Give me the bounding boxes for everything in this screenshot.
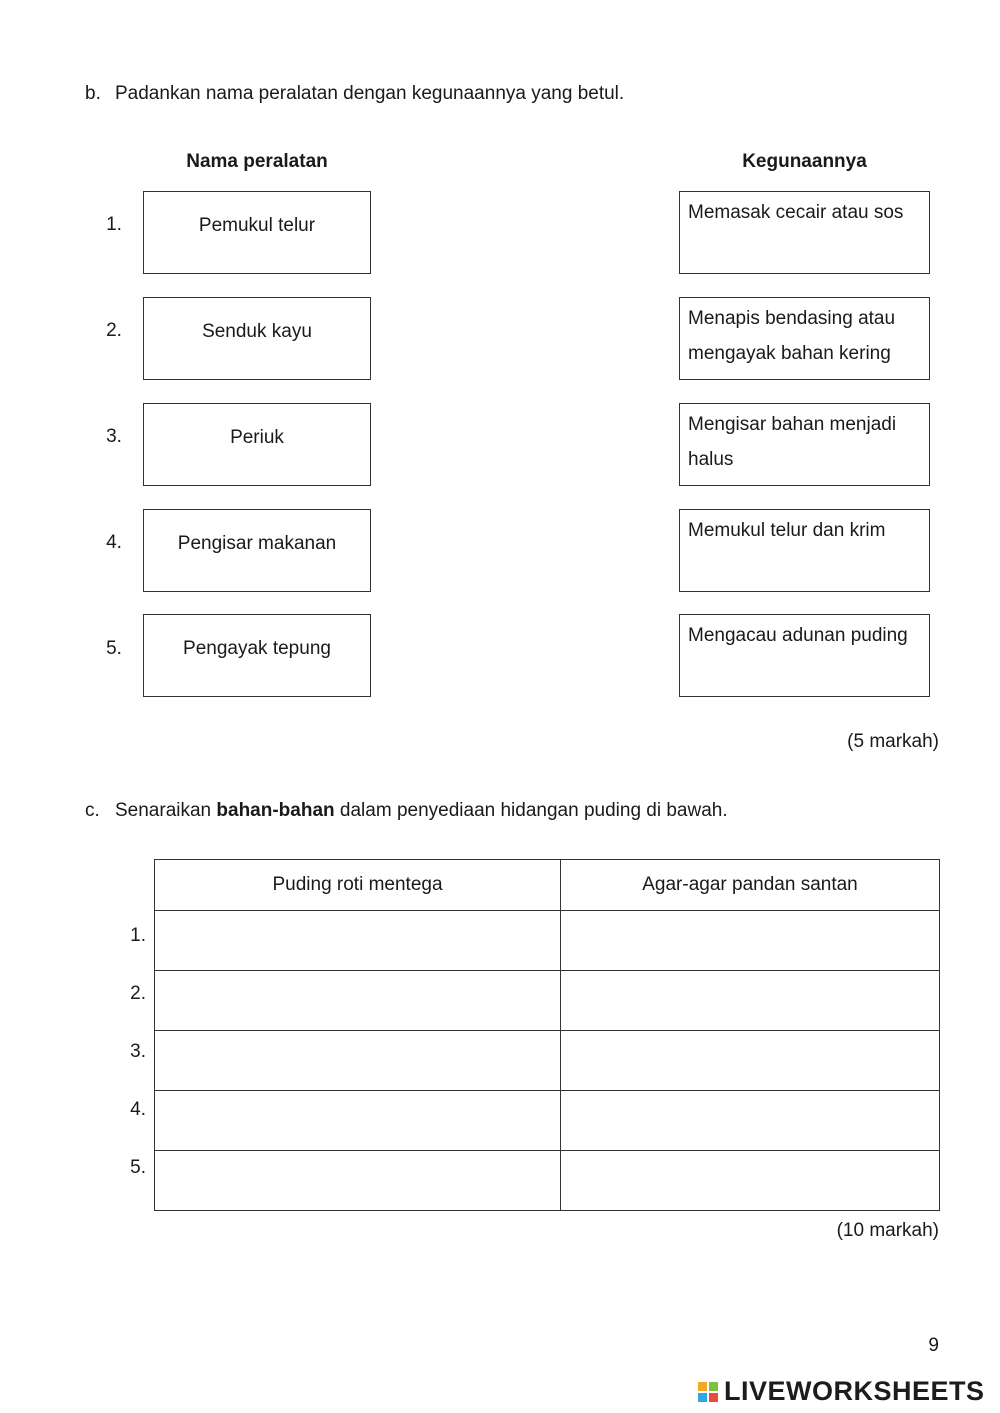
answer-cell[interactable]: [561, 1151, 940, 1211]
item-number: 1.: [106, 214, 122, 235]
question-c-instruction-before: Senaraikan: [115, 800, 217, 821]
tool-name-box[interactable]: [143, 614, 371, 697]
tool-use: Memasak cecair atau sos: [688, 202, 904, 223]
tool-use: Mengisar bahan menjadi halus: [688, 414, 897, 470]
tool-name: Periuk: [230, 426, 284, 448]
logo-square-d: [709, 1393, 718, 1402]
question-b-instruction: Padankan nama peralatan dengan kegunaannya yang betul.: [115, 83, 625, 104]
column-header-1: Puding roti mentega: [155, 860, 561, 911]
tool-use: Menapis bendasing atau mengayak bahan kering: [688, 308, 896, 364]
row-number: 1.: [130, 925, 146, 946]
tool-use-box[interactable]: [679, 614, 930, 697]
tool-name: Pemukul telur: [198, 214, 316, 236]
marks-c: (10 markah): [836, 1220, 939, 1241]
row-number: 2.: [130, 983, 146, 1004]
tool-use-box[interactable]: [679, 509, 930, 592]
liveworksheets-logo-icon: [698, 1382, 718, 1402]
table-header-row: [155, 860, 940, 911]
liveworksheets-watermark: [698, 1376, 985, 1407]
item-number: 4.: [106, 532, 122, 553]
question-c: [85, 800, 728, 822]
table-row: [155, 1031, 940, 1091]
tool-name-box[interactable]: [143, 509, 371, 592]
table-row: [155, 911, 940, 971]
question-c-instruction-after: dalam penyediaan hidangan puding di bawah.: [334, 800, 728, 821]
table-row: [155, 1151, 940, 1211]
page-number: 9: [928, 1335, 939, 1356]
answer-cell[interactable]: [155, 1031, 561, 1091]
tool-name-box[interactable]: [143, 297, 371, 380]
answer-cell[interactable]: [561, 1031, 940, 1091]
question-b: [85, 83, 624, 105]
answer-cell[interactable]: [561, 911, 940, 971]
item-number: 3.: [106, 426, 122, 447]
logo-square-b: [709, 1382, 718, 1391]
tool-use: Mengacau adunan puding: [688, 625, 908, 646]
answer-cell[interactable]: [561, 971, 940, 1031]
tool-use-box[interactable]: [679, 403, 930, 486]
answer-cell[interactable]: [155, 971, 561, 1031]
liveworksheets-text: LIVEWORKSHEETS: [724, 1376, 985, 1406]
tool-name-box[interactable]: [143, 403, 371, 486]
question-b-letter: b.: [85, 83, 101, 104]
ingredients-table: [154, 859, 940, 1211]
answer-cell[interactable]: [155, 911, 561, 971]
tool-use: Memukul telur dan krim: [688, 520, 886, 541]
column-header-2: Agar-agar pandan santan: [561, 860, 940, 911]
answer-cell[interactable]: [155, 1151, 561, 1211]
tool-use-box[interactable]: [679, 191, 930, 274]
item-number: 2.: [106, 320, 122, 341]
right-column-header: Kegunaannya: [742, 151, 867, 172]
row-number: 5.: [130, 1157, 146, 1178]
logo-square-a: [698, 1382, 707, 1391]
answer-cell[interactable]: [561, 1091, 940, 1151]
answer-cell[interactable]: [155, 1091, 561, 1151]
question-c-letter: c.: [85, 800, 100, 821]
tool-name: Pengayak tepung: [183, 637, 331, 659]
item-number: 5.: [106, 638, 122, 659]
question-c-instruction-bold: bahan-bahan: [216, 800, 335, 821]
marks-b: (5 markah): [847, 731, 939, 752]
row-number: 4.: [130, 1099, 146, 1120]
row-number: 3.: [130, 1041, 146, 1062]
table-row: [155, 971, 940, 1031]
left-column-header: Nama peralatan: [186, 151, 328, 172]
logo-square-c: [698, 1393, 707, 1402]
tool-name: Senduk kayu: [202, 320, 312, 342]
table-row: [155, 1091, 940, 1151]
tool-name: Pengisar makanan: [177, 532, 337, 554]
tool-use-box[interactable]: [679, 297, 930, 380]
tool-name-box[interactable]: [143, 191, 371, 274]
